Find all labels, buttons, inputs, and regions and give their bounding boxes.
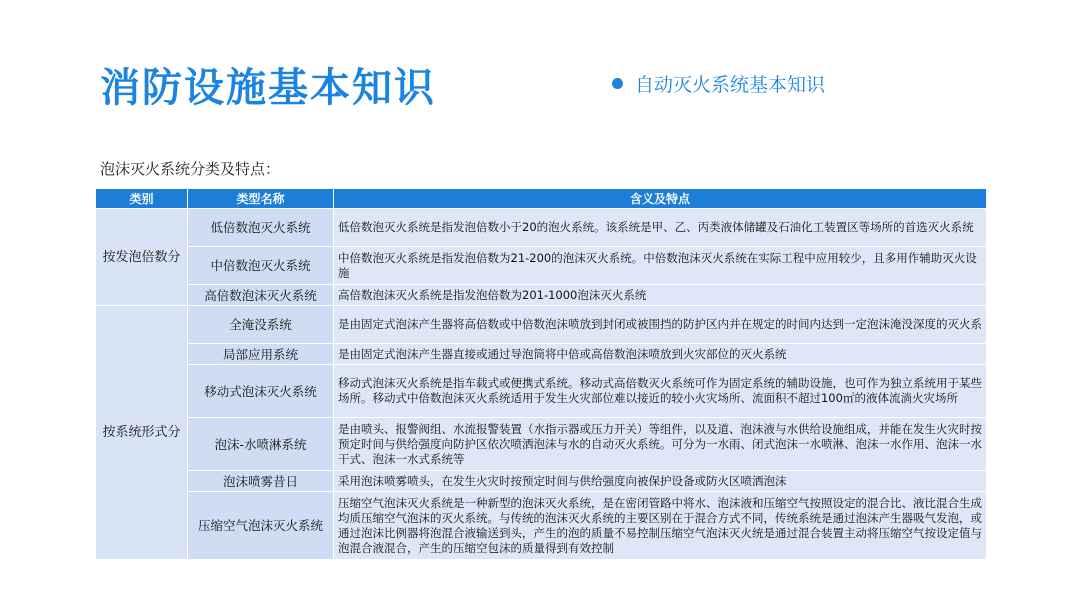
type-name-cell: 压缩空气泡沫灭火系统 bbox=[188, 492, 334, 560]
table-row bbox=[96, 285, 987, 306]
description-cell: 采用泡沫喷雾喷头，在发生火灾时按预定时间与供给强度向被保护设备或防火区喷洒泡沫 bbox=[334, 471, 987, 492]
foam-system-table bbox=[95, 188, 987, 560]
table-row bbox=[96, 492, 987, 560]
type-name-cell: 局部应用系统 bbox=[188, 344, 334, 365]
table-header-row bbox=[96, 189, 987, 209]
description-cell: 中倍数泡灭火系统是指发泡倍数为21-200的泡沫灭火系统。中倍数泡沫灭火系统在实际工程中应用较少，且多用作辅助灭火设施 bbox=[334, 247, 987, 285]
page-title: 消防设施基本知识 bbox=[100, 65, 436, 111]
type-name-cell: 全淹没系统 bbox=[188, 306, 334, 344]
header-category: 类别 bbox=[96, 189, 188, 209]
type-name-cell: 泡沫喷雾昔日 bbox=[188, 471, 334, 492]
description-cell: 高倍数泡沫灭火系统是指发泡倍数为201-1000泡沫灭火系统 bbox=[334, 285, 987, 306]
description-cell: 移动式泡沫灭火系统是指车载式或便携式系统。移动式高倍数灭火系统可作为固定系统的辅助设施，也可作为独立系统用于某些场所。移动式中倍数泡沫灭火系统适用于发生火灾部位难以接近的较小火灾场所、流面积不超过100㎡的液体流淌火灾场所 bbox=[334, 365, 987, 418]
type-name-cell: 中倍数泡灭火系统 bbox=[188, 247, 334, 285]
table-row bbox=[96, 365, 987, 418]
section-heading bbox=[612, 70, 825, 97]
description-cell: 是由喷头、报警阀组、水流报警装置（水指示器或压力开关）等组件，以及道、泡沫液与水供给设施组成，并能在发生火灾时按预定时间与供给强度向防护区依次喷洒泡沫与水的自动灭火系统。可分为一水雨、闭式泡沫一水喷淋、泡沫一水作用、泡沫一水干式、泡沫一水式系统等 bbox=[334, 418, 987, 471]
type-name-cell: 低倍数泡灭火系统 bbox=[188, 209, 334, 247]
table-row bbox=[96, 209, 987, 247]
table-row bbox=[96, 344, 987, 365]
section-heading-text: 自动灭火系统基本知识 bbox=[635, 74, 826, 96]
table-row bbox=[96, 471, 987, 492]
table-row bbox=[96, 306, 987, 344]
category-cell: 按系统形式分 bbox=[96, 306, 188, 560]
type-name-cell: 泡沫-水喷淋系统 bbox=[188, 418, 334, 471]
table-row bbox=[96, 418, 987, 471]
description-cell: 压缩空气泡沫灭火系统是一种新型的泡沫灭火系统，是在密闭管路中将水、泡沫液和压缩空气按照设定的混合比、液比混合生成均质压缩空气泡沫的灭火系统。与传统的泡沫灭火系统的主要区别在于混合方式不同，传统系统是通过泡沫产生器吸气发泡，或通过泡沫比例器将泡混合液输送到头，产生的泡的质量不易控制压缩空气泡沫灭火统是通过混合装置主动将压缩空气按设定值与泡混合液混合，产生的压缩空包沫的质量得到有效控制 bbox=[334, 492, 987, 560]
type-name-cell: 移动式泡沫灭火系统 bbox=[188, 365, 334, 418]
table-caption: 泡沫灭火系统分类及特点： bbox=[100, 160, 281, 178]
description-cell: 是由固定式泡沫产生器将高倍数或中倍数泡沫喷放到封闭或被围挡的防护区内并在规定的时间内达到一定泡沫淹没深度的灭火系 bbox=[334, 306, 987, 344]
header-meaning: 含义及特点 bbox=[334, 189, 987, 209]
description-cell: 是由固定式泡沫产生器直接或通过导泡筒将中倍或高倍数泡沫喷放到火灾部位的灭火系统 bbox=[334, 344, 987, 365]
bullet-dot-icon bbox=[612, 78, 623, 89]
header-type-name: 类型名称 bbox=[188, 189, 334, 209]
category-cell: 按发泡倍数分 bbox=[96, 209, 188, 306]
type-name-cell: 高倍数泡沫灭火系统 bbox=[188, 285, 334, 306]
table-row bbox=[96, 247, 987, 285]
description-cell: 低倍数泡灭火系统是指发泡倍数小于20的泡火系统。该系统是甲、乙、丙类液体储罐及石油化工装置区等场所的首选灭火系统 bbox=[334, 209, 987, 247]
